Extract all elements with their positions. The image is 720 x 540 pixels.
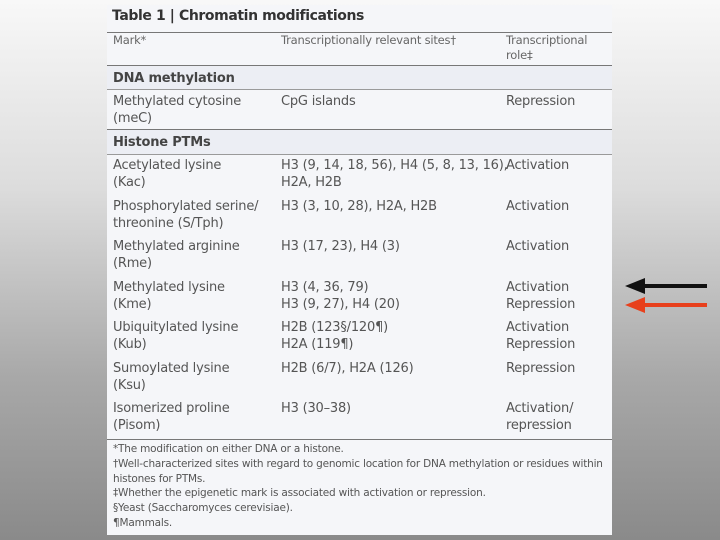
mark-cell: threonine (S/Tph) <box>113 216 224 231</box>
role-cell: Activation <box>506 199 570 214</box>
role-cell: Repression <box>506 94 576 109</box>
header-sites: Transcriptionally relevant sites† <box>281 33 456 47</box>
role-cell: Activation/ <box>506 401 574 416</box>
sites-cell: H3 (3, 10, 28), H2A, H2B <box>281 199 437 214</box>
role-cell: Activation <box>506 239 570 254</box>
role-cell: Repression <box>506 337 576 352</box>
sites-cell: H2B (6/7), H2A (126) <box>281 361 414 376</box>
sites-cell: H3 (4, 36, 79) <box>281 280 369 295</box>
sites-cell: H3 (9, 27), H4 (20) <box>281 297 400 312</box>
footnote: §Yeast (Saccharomyces cerevisiae). <box>113 502 293 515</box>
footnote: ‡Whether the epigenetic mark is associated with activation or repression. <box>113 487 486 500</box>
arrow-left-red-icon <box>625 297 707 313</box>
mark-cell: Methylated cytosine <box>113 94 242 109</box>
sites-cell: H3 (30–38) <box>281 401 351 416</box>
mark-cell: (Kac) <box>113 175 146 190</box>
mark-cell: Phosphorylated serine/ <box>113 199 259 214</box>
footnote: histones for PTMs. <box>113 472 206 485</box>
role-cell: Repression <box>506 361 576 376</box>
mark-cell: Isomerized proline <box>113 401 230 416</box>
mark-cell: (Rme) <box>113 256 152 271</box>
role-cell: Repression <box>506 297 576 312</box>
mark-cell: (Kme) <box>113 297 152 312</box>
mark-cell: (Kub) <box>113 337 147 352</box>
mark-cell: Ubiquitylated lysine <box>113 320 239 335</box>
divider <box>107 439 612 440</box>
section-histone-ptms: Histone PTMs <box>113 135 211 150</box>
mark-cell: (Pisom) <box>113 418 161 433</box>
divider <box>107 154 612 155</box>
mark-cell: Acetylated lysine <box>113 158 222 173</box>
role-cell: Activation <box>506 158 570 173</box>
header-role-line1: Transcriptional <box>506 33 588 47</box>
sites-cell: CpG islands <box>281 94 356 109</box>
mark-cell: (meC) <box>113 111 152 126</box>
role-cell: Activation <box>506 320 570 335</box>
footnote: ¶Mammals. <box>113 517 172 529</box>
mark-cell: Methylated lysine <box>113 280 225 295</box>
mark-cell: Sumoylated lysine <box>113 361 230 376</box>
footnote: †Well-characterized sites with regard to genomic location for DNA methylation or residues within <box>113 457 603 470</box>
mark-cell: Methylated arginine <box>113 239 240 254</box>
header-role-line2: role‡ <box>506 48 533 62</box>
table-document <box>107 5 612 535</box>
header-mark: Mark* <box>113 33 147 47</box>
sites-cell: H2A, H2B <box>281 175 342 190</box>
role-cell: repression <box>506 418 572 433</box>
sites-cell: H2B (123§/120¶) <box>281 320 389 335</box>
table-title: Table 1 | Chromatin modifications <box>112 8 364 24</box>
role-cell: Activation <box>506 280 570 295</box>
arrow-left-black-icon <box>625 278 707 294</box>
section-dna-methylation: DNA methylation <box>113 71 235 86</box>
sites-cell: H3 (17, 23), H4 (3) <box>281 239 400 254</box>
divider <box>107 89 612 90</box>
mark-cell: (Ksu) <box>113 378 146 393</box>
sites-cell: H2A (119¶) <box>281 337 354 352</box>
sites-cell: H3 (9, 14, 18, 56), H4 (5, 8, 13, 16), <box>281 158 508 173</box>
footnote: *The modification on either DNA or a histone. <box>113 443 344 455</box>
